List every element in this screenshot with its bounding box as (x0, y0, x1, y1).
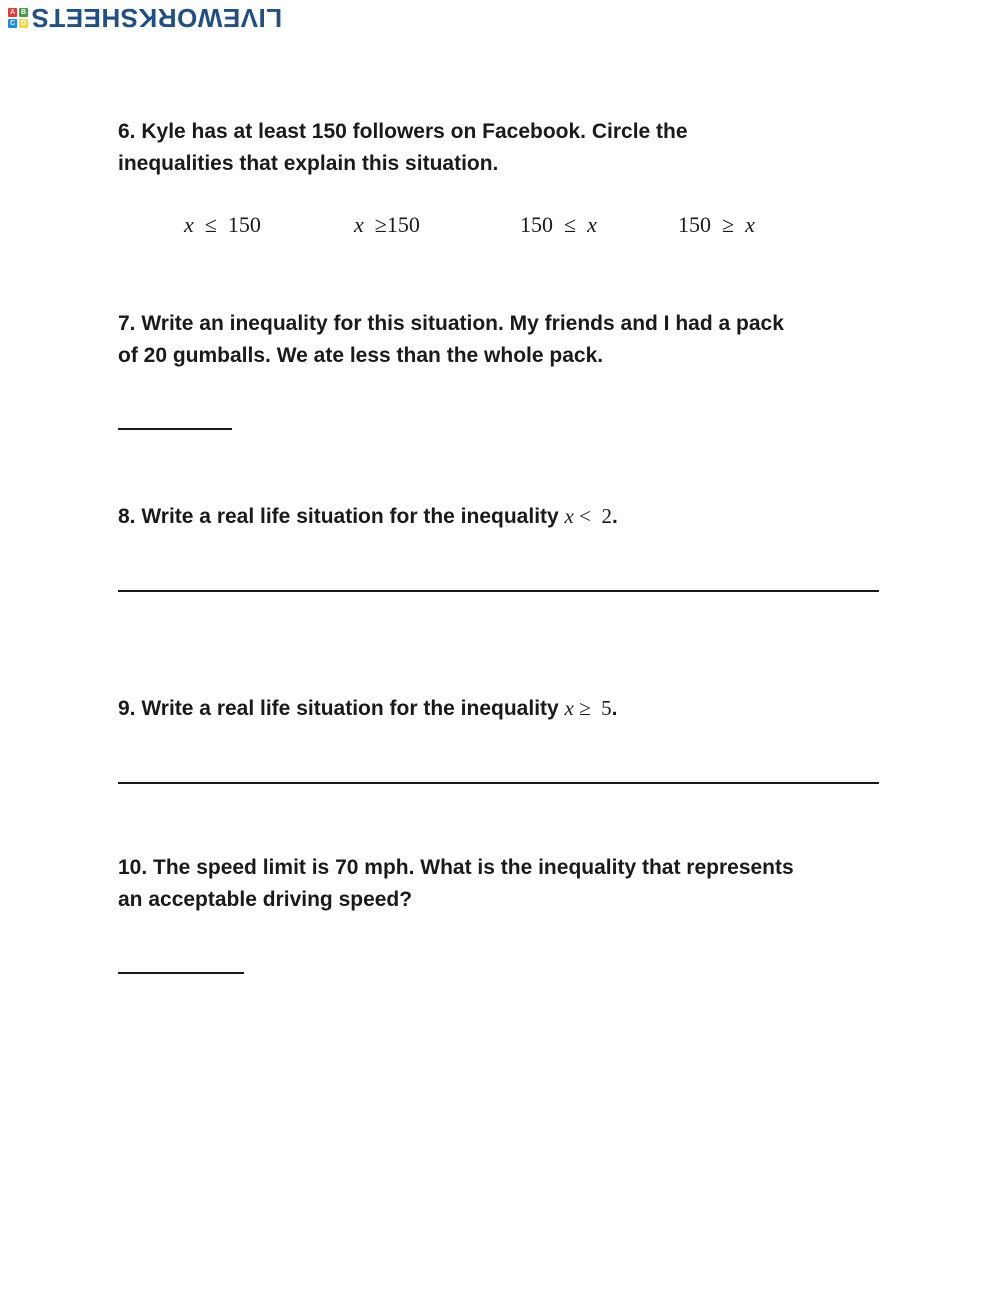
q6-line-1: 6. Kyle has at least 150 followers on Facebook. Circle the (118, 120, 688, 143)
q8-answer-blank[interactable] (118, 590, 879, 592)
logo-block: B (20, 9, 27, 16)
option-right: 150 (227, 212, 261, 237)
q9-text: 9. Write a real life situation for the inequality (118, 697, 559, 720)
q7-line-2: of 20 gumballs. We ate less than the whole pack. (118, 344, 604, 367)
q9-answer-blank[interactable] (118, 782, 879, 784)
q10-line-2: an acceptable driving speed? (118, 888, 413, 911)
logo-blocks-icon (8, 8, 28, 28)
q8-period: . (611, 505, 618, 528)
q10-line-1: 10. The speed limit is 70 mph. What is the inequality that represents (118, 856, 794, 879)
q6-option-3[interactable] (520, 212, 597, 238)
q9-inequality (565, 696, 612, 720)
q8-variable: x (564, 504, 574, 528)
option-right: x (587, 212, 597, 237)
option-left: x (184, 212, 194, 237)
q8-inequality (565, 504, 612, 528)
option-left: x (354, 212, 364, 237)
q9-period: . (611, 697, 618, 720)
logo-block: A (9, 9, 16, 16)
q7-answer-blank[interactable] (118, 428, 232, 430)
option-operator: ≥ (374, 212, 387, 237)
q9-prompt (118, 692, 618, 725)
q8-prompt (118, 500, 618, 533)
logo-text: LIVEWORKSHEETS (31, 3, 283, 33)
q8-math-rest: < 2 (573, 504, 612, 528)
q6-option-2[interactable] (354, 212, 420, 238)
q6-option-1[interactable] (184, 212, 261, 238)
q6-option-4[interactable] (678, 212, 755, 238)
liveworksheets-logo (8, 4, 282, 32)
option-left: 150 (520, 212, 553, 237)
option-left: 150 (678, 212, 711, 237)
q6-line-2: inequalities that explain this situation. (118, 152, 499, 175)
option-right: 150 (386, 212, 420, 237)
q8-text: 8. Write a real life situation for the inequality (118, 505, 559, 528)
option-right: x (745, 212, 755, 237)
logo-block: D (20, 20, 27, 27)
q9-math-rest: ≥ 5 (573, 696, 612, 720)
option-operator: ≥ (722, 212, 735, 237)
option-operator: ≤ (564, 212, 577, 237)
q10-answer-blank[interactable] (118, 972, 244, 974)
logo-block: C (9, 20, 16, 27)
q9-variable: x (564, 696, 574, 720)
option-operator: ≤ (204, 212, 217, 237)
q7-line-1: 7. Write an inequality for this situation. My friends and I had a pack (118, 312, 784, 335)
